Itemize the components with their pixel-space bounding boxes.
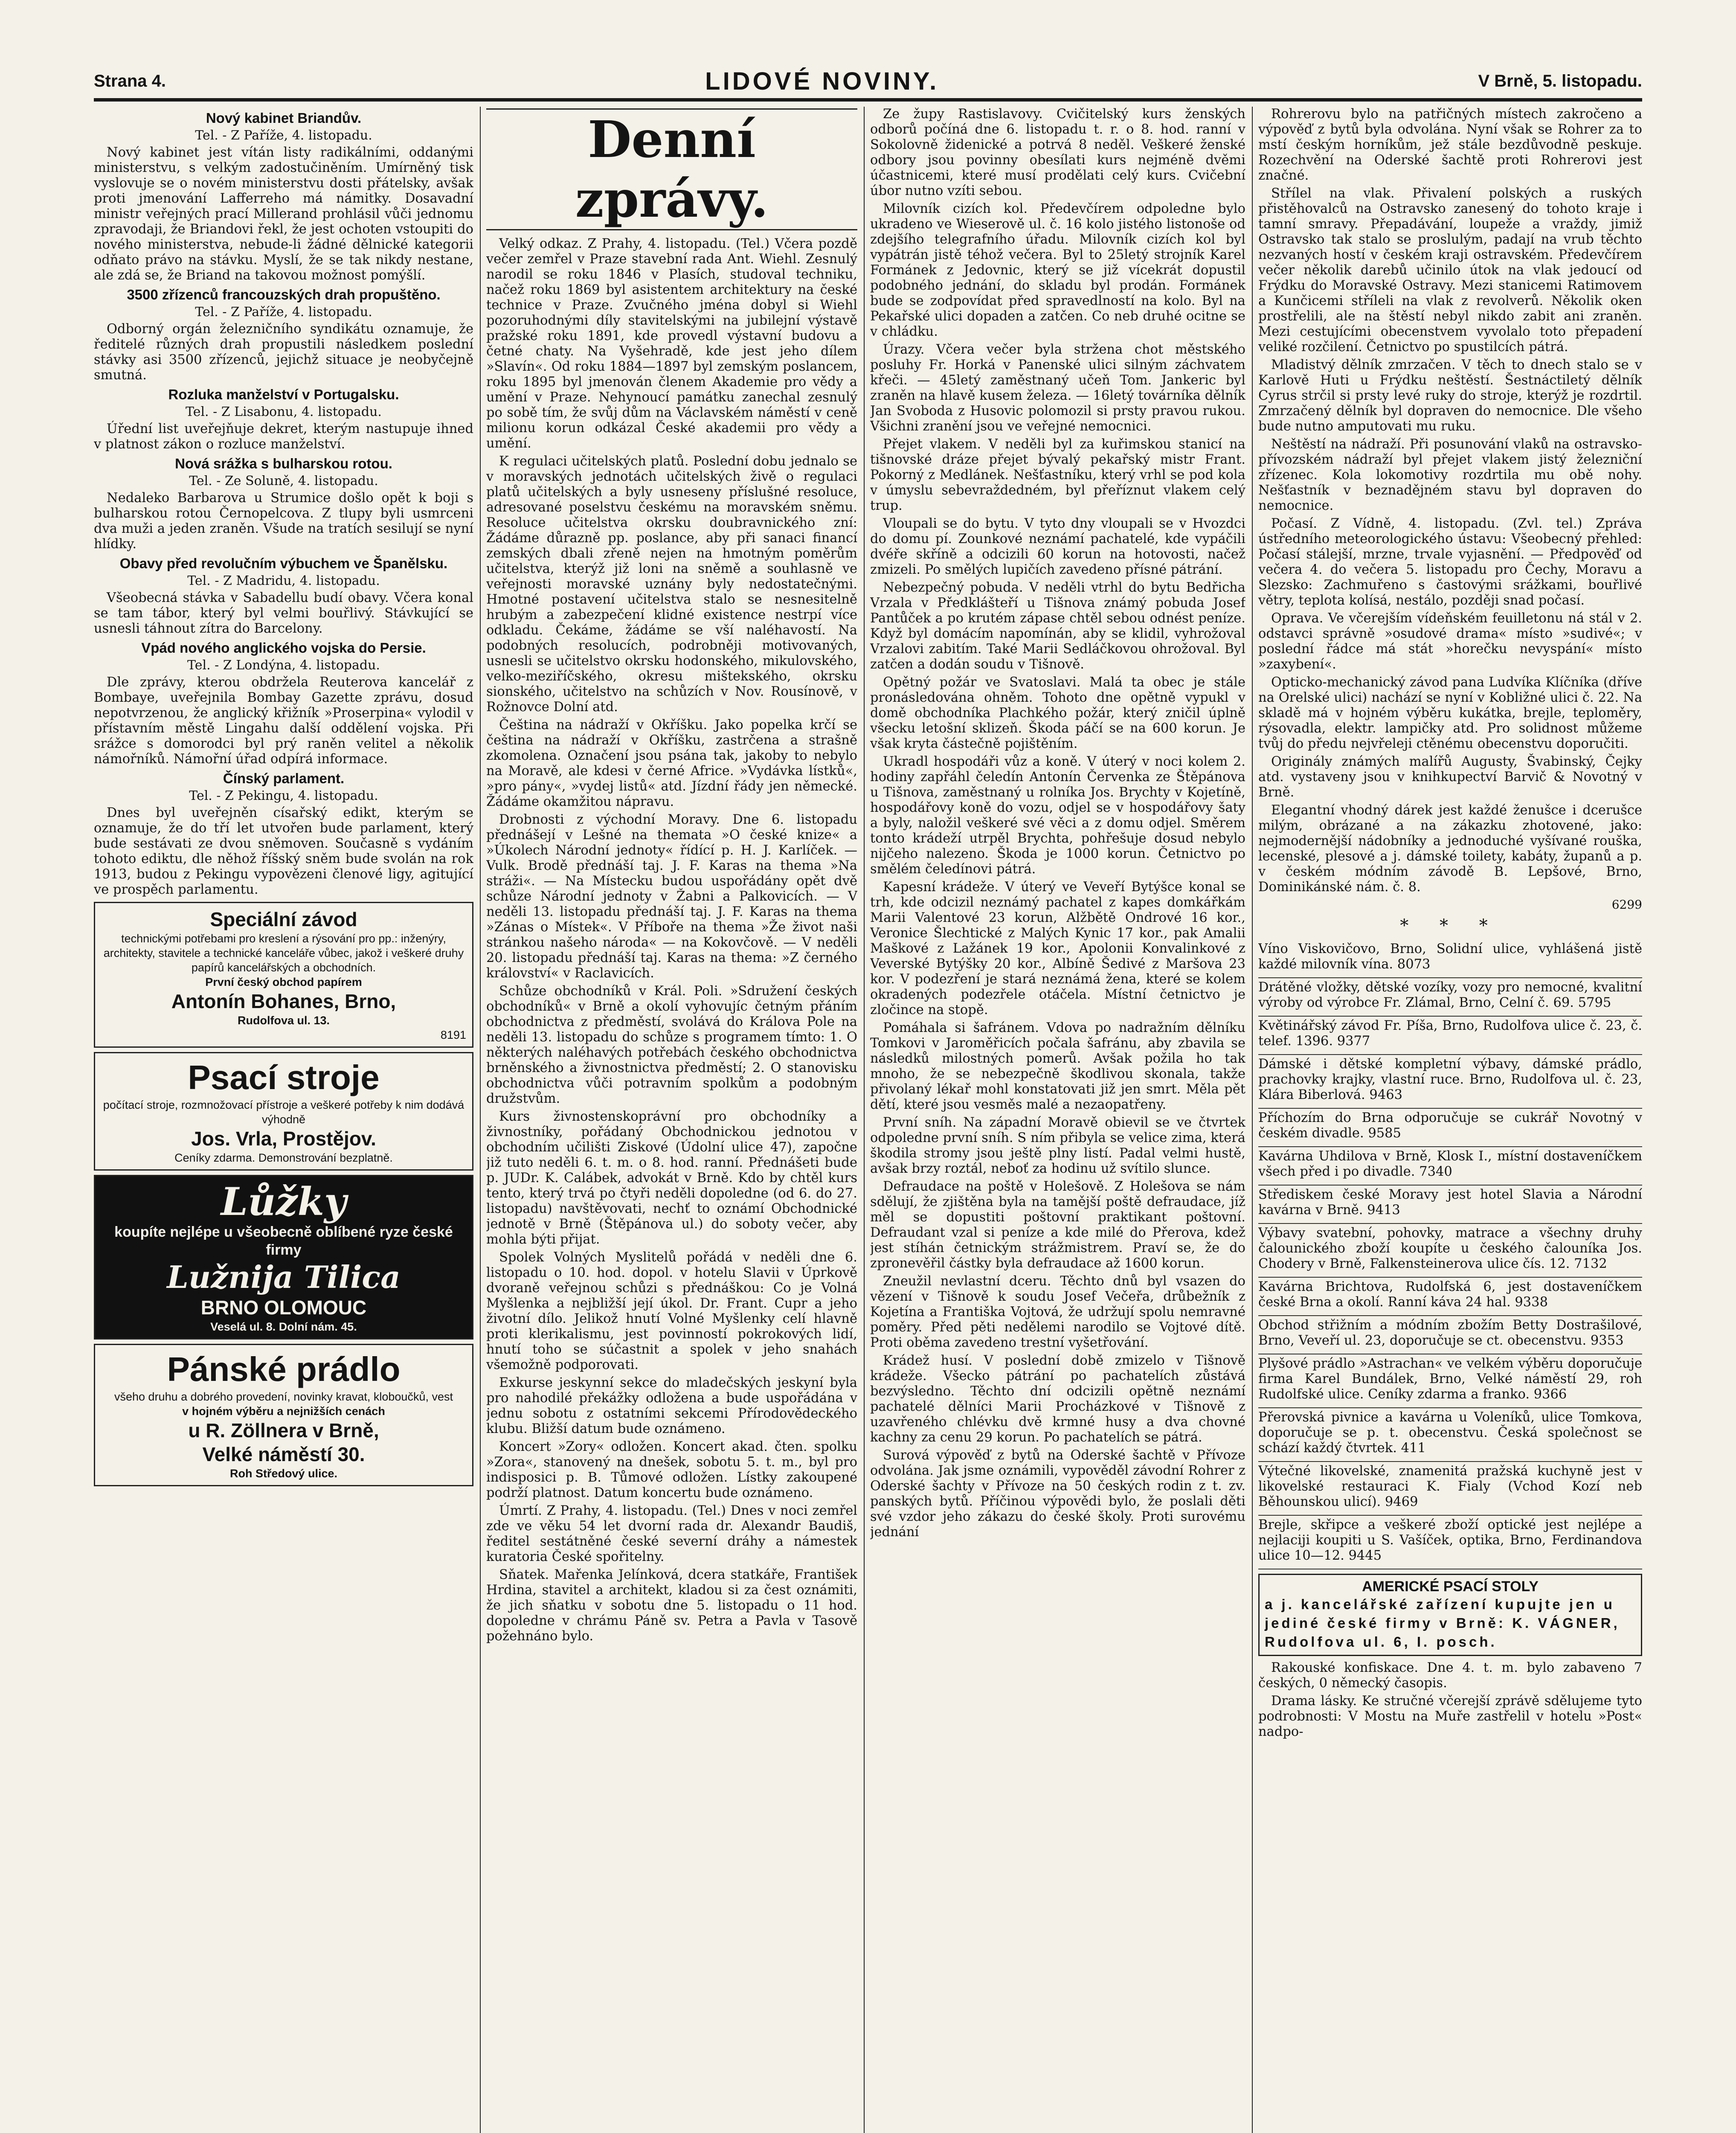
page-header xyxy=(94,64,1642,102)
classified-item xyxy=(1258,1278,1642,1316)
advert-text: v hojném výběru a nejnižších cenách xyxy=(182,1405,385,1418)
dateline: V Brně, 5. listopadu. xyxy=(1478,71,1642,90)
news-item: Drama lásky. Ke stručné včerejší zprávě sdělujeme tyto podrobnosti: V Mostu na Muře zastřelil v hotelu »Post« nadpo- xyxy=(1258,1694,1642,1739)
dateline: Tel. - Ze Soluně, 4. listopadu. xyxy=(189,474,378,488)
advert-address: Rudolfova ul. 13. xyxy=(237,1014,330,1027)
advert-text: počítací stroje, rozmnožovací přístroje a veškeré potřeby k nim dodává výhodně xyxy=(103,1098,464,1126)
news-item: Kurs živnostenskoprávní pro obchodníky a živnostníky, pořádaný Obchodnickou jednotou v obchodním učilišti Ziskové (Údolní ulice 47), započne již tuto neděli 6. t. m. o 8. hod. ranní. Přednášeti bude p. JUDr. K. Calábek, advokát v Brně. Kdo by chtěl kurs tento, který trvá po čtyři neděli dopoledne (od 6. do 27. listopadu) navštěvovati, nechť to oznámí Obchodnické jednotě v Brně (Štěpánova ul.) do soboty večer, aby mohla býti přijat. xyxy=(486,1109,857,1247)
advert-note: Roh Středový ulice. xyxy=(229,1467,338,1480)
advert-number: 6299 xyxy=(1611,898,1642,912)
classified-item xyxy=(1258,1316,1642,1354)
dateline: Tel. - Z Paříže, 4. listopadu. xyxy=(195,305,372,320)
column-2 xyxy=(486,107,857,2133)
article-text: Dnes byl uveřejněn císařský edikt, kterým se oznamuje, že do tří let utvořen bude parlament, který bude sestávati ze dvou sněmoven. Současně s vydáním tohoto ediktu, dle něhož říšský sněm bude svolán na rok 1913, budou z Pekingu vypovězeni členové ligy, agitující ve prospěch parlamentu. xyxy=(94,805,473,897)
news-item: Ze župy Rastislavovy. Cvičitelský kurs ženských odborů počíná dne 6. listopadu t. r. o 8. hod. ranní v Sokolovně židenické a potrvá 8 neděl. Veškeré ženské odbory jsou povinny obesílati kurs nejméně dvěmi účastnicemi, které musí prodělati celý kurs. Cvičební úbor nutno vzíti sebou. xyxy=(870,107,1245,198)
news-item: Ukradl hospodáři vůz a koně. V úterý v noci kolem 2. hodiny zapřáhl čeledín Antonín Červenka ze Štěpánova u Tišnova, zaměstnaný u rolníka Jos. Brychty v Kojetíně, hospodářovy koně do vozu, odjel se v hospodářovy šaty a byly, naložil veškeré své věci a z domu odjel. Směrem tonto krádeží utrpěl Brychta, pohřešuje dosud nebylo nijčeho nalezeno. Škoda je 1000 korun. Četnictvo po smělém čeledínovi pátrá. xyxy=(870,754,1245,877)
advert-number: 8191 xyxy=(440,1029,466,1041)
article-text: Úřední list uveřejňuje dekret, kterým nastupuje ihned v platnost zákon o rozluce manželství. xyxy=(94,421,473,452)
advert-vagner xyxy=(1258,1574,1642,1656)
news-item: Koncert »Zory« odložen. Koncert akad. čten. spolku »Zora«, stanovený na dnešek, sobotu 5. t. m., byl pro indisposici p. B. Tůmové odložen. Lístky zakoupené podrží platnost. Datum koncertu bude oznámeno. xyxy=(486,1439,857,1500)
article-title: Rozluka manželství v Portugalsku. xyxy=(168,386,399,402)
column-4 xyxy=(1258,107,1642,2133)
news-item: Rakouské konfiskace. Dne 4. t. m. bylo zabaveno 7 českých, 0 německý časopis. xyxy=(1258,1660,1642,1691)
article-text: Dle zprávy, kterou obdržela Reuterova kancelář z Bombaye, uveřejnila Bombay Gazette zprávu, dosud nepotvrzenou, že anglický křižník »Proserpina« vylodil v přístavním městě Lingahu další oddělení vojska. Při srážce s domorodci byl prý raněn velitel a několik námořníků. Námořní úřad odpírá informace. xyxy=(94,675,473,767)
classified-item xyxy=(1258,978,1642,1017)
advert-text: všeho druhu a dobrého provedení, novinky kravat, kloboučků, vest xyxy=(114,1390,453,1403)
advert-text: technickými potřebami pro kreslení a rýsování pro pp.: inženýry, architekty, stavitele a technické kanceláře vůbec, jakož i veškeré druhy papírů kancelářských a obchodních. xyxy=(103,932,464,974)
news-item: Rohrerovu bylo na patřičných místech zakročeno a výpověď z bytů byla odvolána. Nyní však se Rohrer za to mstí českým horníkům, jež stále bezdůvodně peskuje. Rozechvění na Oderské šachtě proti Rohrerovi jest značné. xyxy=(1258,107,1642,183)
classified-item xyxy=(1258,1147,1642,1186)
classified-item xyxy=(1258,1354,1642,1408)
article-title: Obavy před revolučním výbuchem ve Španělsku. xyxy=(119,555,448,571)
news-item: Defraudace na poště v Holešově. Z Holešova se nám sdělují, že zjištěna byla na tamější poště defraudace, jíž měl se dopustiti poštovní praktikant poštovní. Defraudant vzal si peníze a kde milé do Přerova, kdež jest stíhán četnickým strážmistrem. Praví se, že do zpronevěřil částky byla defraudace až 1600 korun. xyxy=(870,1179,1245,1271)
classified-item xyxy=(1258,1462,1642,1516)
classified-item xyxy=(1258,1408,1642,1462)
advert-luzka xyxy=(94,1175,473,1340)
advert-cities: BRNO OLOMOUC xyxy=(200,1296,367,1319)
news-item: Mladistvý dělník zmrzačen. V těch to dnech stalo se v Karlově Huti u Frýdku neštěstí. Šestnáctiletý dělník Cyrus strčil si prsty levé ruky do stroje, kterýž je rozdrtil. Zmrzačený dělník byl dopraven do nemocnice. Dle všeho bude nutno amputovati mu ruku. xyxy=(1258,357,1642,434)
news-item: Pomáhala si šafránem. Vdova po nadražním dělníku Tomkovi v Jaroměřicích počala šafránu, aby zbavila se následků milostných pomerů. Avšak požila ho tak mnoho, že se nebezpečně škodlivou skonala, takže přivolaný lékař mohl konstatovati již jen smrt. Měla pět dětí, které jsou vesměs malé a nezaopatřeny. xyxy=(870,1020,1245,1112)
column-3 xyxy=(870,107,1245,2133)
news-item: První sníh. Na západní Moravě obievil se ve čtvrtek odpoledne první sníh. S ním přibyla se velice zima, která škodila stromy jsou ještě plny listí. Padal velmi hustě, avšak brzy roztál, neboť za hodinu už svítilo slunce. xyxy=(870,1115,1245,1176)
classified-text: Brejle, skřipce a veškeré zboží optické jest nejlépe a nejlaciji koupiti u S. Vašíček, optika, Brno, Ferdinandova ulice 10—12. 9445 xyxy=(1258,1517,1642,1563)
news-item: Krádež husí. V poslední době zmizelo v Tišnově krádeže. Všecko pátrání po pachatelích zůstává bezvýsledno. Těchto dní odcizili opětně neznámí pachatelé dělníci Marii Procházkové v Tišnově z uzavřeného chlévku dvě krmné husy a dva chovné kachny za cenu 29 korun. Po pachatelích se pátrá. xyxy=(870,1353,1245,1445)
news-item: Úrazy. Včera večer byla stržena chot městského posluhy Fr. Horká v Panenské ulici silným záchvatem křeči. — 45letý zaměstnaný učeň Tom. Jankeric byl zraněn na hlavě kusem železa. — 16letý továrníka dělník Jan Svoboda z Husovic polomozil si prsty pravou rukou. Všichni zranění jsou ve veřejné nemocnici. xyxy=(870,342,1245,434)
classified-text: Příchozím do Brna odporučuje se cukrář Novotný v českém divadle. 9585 xyxy=(1258,1110,1642,1141)
news-item: Elegantní vhodný dárek jest každé ženušce i dcerušce milým, obrázané a na zákazku zhotovené, jako: nejmodernější nádobníky a jednoduché vyšívané rouška, lecenské, plesové a j. dámské toilety, kabáty, županů a p. v českém módním závodě B. Lepšové, Brno, Dominikánské nám. č. 8. xyxy=(1258,803,1642,895)
advert-zollner xyxy=(94,1344,473,1486)
classified-text: Výtečné likovelské, znamenitá pražská kuchyně jest v likovelské restauraci K. Fialy (Vchod Kozí neb Běhounskou ulicí). 9469 xyxy=(1258,1464,1642,1509)
classified-item xyxy=(1258,1224,1642,1278)
news-item: Neštěstí na nádraží. Při posunování vlaků na ostravsko-přívozském nádraží byl přejet vlakem jistý železniční zřízenec. Kola lokomotivy rozdrtila mu obě nohy. Nešťastník v beznadějném stavu byl dopraven do nemocnice. xyxy=(1258,437,1642,513)
classified-text: Dámské i dětské kompletní výbavy, dámské prádlo, prachovky krajky, vlastní ruce. Brno, Rudolfova ul. č. 23, Klára Biberlová. 9463 xyxy=(1258,1057,1642,1102)
news-item: Opětný požár ve Svatoslavi. Malá ta obec je stále pronásledována ohněm. Tohoto dne opětně vypukl v domě obchodníka Plachkého požár, který zničil úplně všecku letošní sklizeň. Škoda páčí se na 600 korun. Je však kryta částečně pojištěním. xyxy=(870,675,1245,751)
column-1 xyxy=(94,107,473,2133)
news-item: Opticko-mechanický závod pana Ludvíka Klíčníka (dříve na Orelské ulici) nachází se nyní v Kobližné ulici č. 22. Na skladě má v hojném výběru kukátka, brejle, teploměry, rýsovadla, elektr. lampičky atd. Pro solidnost můžeme tvůj do předu nejvřeleji ctěnému obecenstvu doporučiti. xyxy=(1258,675,1642,751)
classified-text: Kavárna Brichtova, Rudolfská 6, jest dostaveníčkem české Brna a okolí. Ranní káva 24 hal. 9338 xyxy=(1258,1279,1642,1310)
page-number: Strana 4. xyxy=(94,71,166,90)
article-title: 3500 zřízenců francouzských drah propuštěno. xyxy=(127,287,441,302)
article-text: Všeobecná stávka v Sabadellu budí obavy. Včera konal se tam tábor, který byl velmi bouřlivý. Stávkující se usnesli táhnout zítra do Barcelony. xyxy=(94,590,473,636)
classified-item xyxy=(1258,1109,1642,1147)
classified-text: Střediskem české Moravy jest hotel Slavia a Národní kavárna v Brně. 9413 xyxy=(1258,1187,1642,1218)
news-item: Úmrtí. Z Prahy, 4. listopadu. (Tel.) Dnes v noci zemřel zde ve věku 54 let dvorní rada dr. Alexandr Baudiš, ředitel sestátněné české severní dráhy a námestek kuratoria České spořitelny. xyxy=(486,1503,857,1564)
column-rule xyxy=(1252,107,1253,2133)
news-item: Čeština na nádraží v Okříšku. Jako popelka krčí se čeština na nádraží v Okříšku, zastrčena a strašně zkomolena. Označení jsou psána tak, jakoby to nebylo na Moravě, ale kdesi v černé Africe. »Vydávka lístků«, »pro pány«, »vydej listů« atd. Jízdní řády jen německé. Žádáme okamžitou nápravu. xyxy=(486,718,857,809)
advert-text: a j. kancelářské zařízení kupujte jen u jediné české firmy v Brně: K. VÁGNER, Rudolfova ul. 6, I. posch. xyxy=(1265,1596,1620,1650)
separator-stars: * * * xyxy=(1400,916,1501,936)
news-item: Surová výpověď z bytů na Oderské šachtě v Přívoze odvolána. Jak jsme oznámili, vypověděl závodní Rohrer z Oderské šachty v Přívoze na 50 českých rodin z t. zv. panských bytů. Příčinou výpovědi bylo, že poslali děti své vzdor jeho zákazu do české školy. Proti surovému jednání xyxy=(870,1448,1245,1540)
news-item: Exkurse jeskynní sekce do mladečských jeskyní byla pro nahodilé překážky odložena a bude uspořádána v jednu sobotu z ostatními sekcemi Přírodovědeckého klubu. Bližší datum bude oznámeno. xyxy=(486,1375,857,1436)
article-text: Nedaleko Barbarova u Strumice došlo opět k boji s bulharskou rotou Černopelcova. Z tlupy byli usmrceni dva muži a jeden zraněn. Všude na tratích sesilují se nyní hlídky. xyxy=(94,491,473,552)
classified-text: Květinářský závod Fr. Píša, Brno, Rudolfova ulice č. 23, č. telef. 1396. 9377 xyxy=(1258,1018,1642,1049)
advert-company: Antonín Bohanes, Brno, xyxy=(171,990,396,1012)
news-item: Milovník cizích kol. Předevčírem odpoledne bylo ukradeno ve Wieserově ul. č. 16 kolo jistého listonoše od zdejšího telegrafního úřadu. Milovník cizích kol byl vypátrán jistě téhož večera. Byl to 25letý strojník Karel Formánek z Jedovnic, který se již vícekrát dopustil podobného jednání, do skladu byl prodán. Formánek bude se zodpovídat před spravedlností na kolo. Byl na Pekařské ulici dopaden a zatčen. Co neb druhé ocitne se v chládku. xyxy=(870,201,1245,339)
classified-text: Výbavy svatební, pohovky, matrace a všechny druhy čalounického zboží koupíte u českého čalouníka Jos. Chodery v Brně, Falkensteinerova ulice čís. 12. 7132 xyxy=(1258,1226,1642,1271)
classified-text: Drátěné vložky, dětské vozíky, vozy pro nemocné, kvalitní výroby od výrobce Fr. Zlámal, Brno, Celní č. 69. 5795 xyxy=(1258,980,1642,1010)
classified-text: Obchod střižním a módním zbožím Betty Dostrašilové, Brno, Veveří ul. 23, doporučuje se ct. obecenstvu. 9353 xyxy=(1258,1318,1642,1348)
article-title: Čínský parlament. xyxy=(223,770,345,786)
news-item: Drobnosti z východní Moravy. Dne 6. listopadu přednášejí v Lešné na themata »O české knize« a »Úkolech Národní jednoty« řídící p. H. J. Karlíček. — Vulk. Brodě přednáší taj. J. F. Karas na thema »Na stráži«. — Na Místecku budou uspořádány opět dvě schůze Národní jednoty v Žabni a Palkovicích. — V neděli 13. listopadu přednáší taj. J. F. Karas na thema »Zánas o Místek«. V Příboře na thema »Že život naši stránkou našeho národa« — na Kokovčově. — V neděli 20. listopadu přednáší taj. Karas na thema: »Z černého království« v Raclavicích. xyxy=(486,812,857,981)
advert-company: Lužnija Tilica xyxy=(167,1259,401,1295)
classified-item xyxy=(1258,940,1642,978)
news-item: Spolek Volných Myslitelů pořádá v neděli dne 6. listopadu o 10. hod. dopol. v hotelu Slavii v Úprkově dvoraně veřejnou schůzi s přednáškou: Co je Volná Myšlenka a nejbližší její úkol. Dr. Frant. Cupr a jeho životní dílo. Jelikož hnutí Volné Myšlenky celí hlavně proti klerikalismu, jest povinností pokrokových lidí, hnutí toho se súčastnit a spolek v jeho snahách všemožně podporovati. xyxy=(486,1250,857,1372)
advert-text: koupíte nejlépe u všeobecně oblíbené ryze české firmy xyxy=(114,1224,453,1258)
news-item: Nebezpečný pobuda. V neděli vtrhl do bytu Bedřicha Vrzala v Předklášteří u Tišnova známý pobuda Josef Pantůček a po krutém zápase chtěl sebou odnést peníze. Když byl domácím napomínán, aby se klidil, vyhrožoval Vrzalovi zabitím. Také Marii Sedláčkovou ohrožoval. Byl zatčen a dodán soudu v Tišnově. xyxy=(870,580,1245,672)
classified-item xyxy=(1258,1017,1642,1055)
advert-title: Speciální závod xyxy=(210,908,357,930)
advert-company: u R. Zöllnera v Brně, xyxy=(188,1419,379,1441)
article-text: Nový kabinet jest vítán listy radikálními, oddanými ministerstvu, s velkým zadostučiněním. Umírněný tisk vyslovuje se o novém ministerstvu dosti přátelsky, avšak proti jmenování Lafferreho má námitky. Dosavadní ministr veřejných prací Millerand prohlásil vůči jednomu zpravodaji, že Briandovi řekl, že jest ochoten vstoupiti do nového ministerstva, nebude-li žádné dělnické kategorii odňato právo na stávku. Myslí, že se tak nikdy nestane, ale zdá se, že Briand na takovou možnost pomýšlí. xyxy=(94,145,473,283)
news-item: Zneužil nevlastní dceru. Těchto dnů byl vsazen do vězení v Tišnově k soudu Josef Večeřa, drůbežník z Kojetína a Františka Vojtová, že udržují spolu nemravné poměry. Před pěti nedělemi narodilo se Vojtové dítě. Proti oběma zavedeno trestní vyšetřování. xyxy=(870,1274,1245,1350)
news-item: Originály známých malířů Augusty, Švabinský, Čejky atd. vystaveny jsou v knihkupectví Barvič & Novotný v Brně. xyxy=(1258,754,1642,800)
classified-list xyxy=(1258,940,1642,1569)
section-title: Denní zprávy. xyxy=(486,108,857,230)
article-title: Vpád nového anglického vojska do Persie. xyxy=(141,640,426,656)
advert-vrla xyxy=(94,1052,473,1171)
news-item: Oprava. Ve včerejším vídeňském feuilletonu ná stál v 2. odstavci správně »osudové drama« místo »sudivé«; v poslední řádce má stát »horečku nevyspání« místo »zaxybení«. xyxy=(1258,611,1642,672)
dateline: Tel. - Z Londýna, 4. listopadu. xyxy=(187,658,380,673)
dateline: Tel. - Z Lisabonu, 4. listopadu. xyxy=(186,404,382,419)
news-item: Počasí. Z Vídně, 4. listopadu. (Zvl. tel.) Zpráva ústředního meteorologického ústavu: Všeobecný přehled: Počasí stálejší, mrzne, trvale vyjasnění. — Předpověď od večera 4. do večera 5. listopadu pro Čechy, Moravu a Slezsko: Zachmuřeno s častovými srážkami, bouřlivé větry, teplota kolísá, nestálo, později snad počasí. xyxy=(1258,516,1642,608)
article-title: Nový kabinet Briandův. xyxy=(206,110,362,126)
dateline: Tel. - Z Paříže, 4. listopadu. xyxy=(195,128,372,143)
advert-title: Psací stroje xyxy=(188,1058,380,1096)
column-rule xyxy=(480,107,481,2133)
advert-address: Veselá ul. 8. Dolní nám. 45. xyxy=(210,1320,357,1333)
dateline: Tel. - Z Madridu, 4. listopadu. xyxy=(187,573,380,588)
advert-tagline: První český obchod papírem xyxy=(205,976,362,988)
news-item: Sňatek. Mařenka Jelínková, dcera statkáře, František Hrdina, stavitel a architekt, kladou si za čest oznámiti, že jich sňatku v sobotu dne 5. listopadu o 11 hod. dopoledne v chrámu Páně sv. Petra a Pavla v Tasově požehnáno bylo. xyxy=(486,1567,857,1644)
classified-item xyxy=(1258,1516,1642,1569)
article-title: Nová srážka s bulharskou rotou. xyxy=(175,456,392,471)
advert-company: Jos. Vrla, Prostějov. xyxy=(191,1128,376,1150)
news-item: K regulaci učitelských platů. Poslední dobu jednalo se v moravských jednotách učitelských živě o regulaci platů učitelských a byly usneseny příslušné resoluce, adresované poselstvu českému na moravském sněmu. Resoluce učitelstva okrsku doubravnického zní: Žádáme důrazně pp. poslance, aby při sanaci financí zemských dbali zřeně nejen na hmotným poměrům učitelstva, kterýž již loni na sněmě a souhlasně ve veřejnosti moravské uznány byly nedostatečnými. Hmotné postavení učitelstva stalo se nesnesitelně hrubým a zabezpečení klidné existence nestrpí více odkladu. Čekáme, žádáme se vší naléhavostí. Na podobných resolucích, podrobněji motivovaných, usnesli se učitelstvo okrsku hodonského, mikulovského, velko-meziříčského, okresu mištekského, okrsku sionského, učitelstvo na schůzích v Nov. Rousínově, v Rožnovce Dolní atd. xyxy=(486,454,857,715)
classified-text: Víno Viskovičovo, Brno, Solidní ulice, vyhlášená jistě každé milovník vína. 8073 xyxy=(1258,942,1642,972)
advert-address: Velké náměstí 30. xyxy=(202,1443,365,1465)
news-item: Schůze obchodníků v Král. Poli. »Sdružení českých obchodníků« v Brně a okolí vyhovujíc četným přáním obchodnictva z předměstí, svolává do Králova Pole na neděli 13. listopadu do schůze s programem tímto: 1. O některých naléhavých potřebách českého obchodnictva brněnského a živnostnictva předměstí; 2. O stanovisku obchodnictva vůči potravním spolkům a podobným družstvům. xyxy=(486,984,857,1106)
classified-text: Kavárna Uhdilova v Brně, Klosk I., místní dostaveníčkem všech před i po divadle. 7340 xyxy=(1258,1149,1642,1179)
column-rule xyxy=(864,107,865,2133)
classified-item xyxy=(1258,1186,1642,1224)
news-item: Kapesní krádeže. V úterý ve Veveří Bytýšce konal se trh, kde odcizil neznámý pachatel z kapes domkářkám Marii Valentové 23 korun, Alžbětě Ondrové 16 kor., Veronice Šlechtické z Malých Kynic 17 kor., pak Amalii Maškové z Lažánek 19 kor., Apolonii Konvalinkové z Veverské Bytýšky 20 kor., Albíně Šedivé z Maršova 23 kor. V podezření je stará neznámá žena, které se kolem okradených podezřele otáčela. Místní četnictvo je zločince na stopě. xyxy=(870,880,1245,1017)
classified-item xyxy=(1258,1055,1642,1109)
paper-title: LIDOVÉ NOVINY. xyxy=(705,67,939,95)
article-text: Odborný orgán železničního syndikátu oznamuje, že ředitelé různých drah propustili následkem poslední stávky asi 3500 zřízenců, jejichž situace je neobyčejně smutná. xyxy=(94,322,473,383)
news-item: Velký odkaz. Z Prahy, 4. listopadu. (Tel.) Včera pozdě večer zemřel v Praze stavební rada Ant. Wiehl. Zesnulý narodil se roku 1846 v Plasích, studoval techniku, načež roku 1869 byl asistentem architektury na české technice v Praze. Zvučného jména dobyl si Wiehl pozoruhodnými díly stavitelskými na jubilejní výstavě pražské roku 1891, kde provedl výstavní budovu a četné chaty. Na Vyšehradě, kde jest jeho dílem »Slavín«. Od roku 1884—1897 byl zemským poslancem, roku 1895 byl jmenován členem Akademie pro vědy a umění v Praze. Nehynoucí památku zanechal zesnulý po sobě tím, že svůj dům na Václavském náměstí v ceně milionu korun odkázal České akademii pro vědy a umění. xyxy=(486,236,857,451)
classified-text: Plyšové prádlo »Astrachan« ve velkém výběru doporučuje firma Karel Bundálek, Brno, Velké náměstí 29, roh Rudolfské ulice. Ceníky zdarma a franko. 9366 xyxy=(1258,1356,1642,1402)
classified-text: Přerovská pivnice a kavárna u Voleníků, ulice Tomkova, doporučuje se p. t. obecenstvu. Česká společnost se schází každý čtvrtek. 411 xyxy=(1258,1410,1642,1456)
news-item: Přejet vlakem. V neděli byl za kuřimskou stanicí na tišnovské dráze přejet bývalý pekařský mistr Frant. Pokorný z Medlánek. Nešťastníku, který vrhl se pod kola v úmyslu sebevraždedném, byl přeříznut vlakem celý trup. xyxy=(870,437,1245,513)
advert-script-title: Lůžky xyxy=(221,1179,347,1224)
news-item: Střílel na vlak. Přivalení polských a ruských přistěhovalců na Ostravsko zanesený do tohoto kraje i tamní smravy. Přepadávání, loupeže a vraždy, jimiž Ostravsko tak stalo se proslulým, padají na vrub těchto nezvaných hostí v českém kraji ostravském. Předevčírem večer několik darebů učinilo útok na vlak jedoucí od Frýdku do Moravské Ostravy. Mezi stanicemi Ratimovem a Kunčicemi stříleli na vlak z revolverů. Několik oken prostřelili, ale na štěstí nebyl nikdo zabit ani zraněn. Mezi cestujícími obecenstvem vyvolalo toto přepadení veliké rozčilení. Četnictvo po spustilcích pátrá. xyxy=(1258,186,1642,355)
advert-title: Pánské prádlo xyxy=(167,1350,401,1388)
news-item: Vloupali se do bytu. V tyto dny vloupali se v Hvozdci do domu pí. Zounkové neznámí pachatelé, kde vypáčili dvéře skříně a odcizili 60 korun na hotovosti, načež zmizeli. Po smělých lupičích zavedeno přísné pátrání. xyxy=(870,516,1245,577)
advert-note: Ceníky zdarma. Demonstrování bezplatně. xyxy=(174,1151,393,1164)
advert-title: AMERICKÉ PSACÍ STOLY xyxy=(1362,1578,1539,1595)
advert-bohanes xyxy=(94,902,473,1048)
dateline: Tel. - Z Pekingu, 4. listopadu. xyxy=(189,788,378,803)
